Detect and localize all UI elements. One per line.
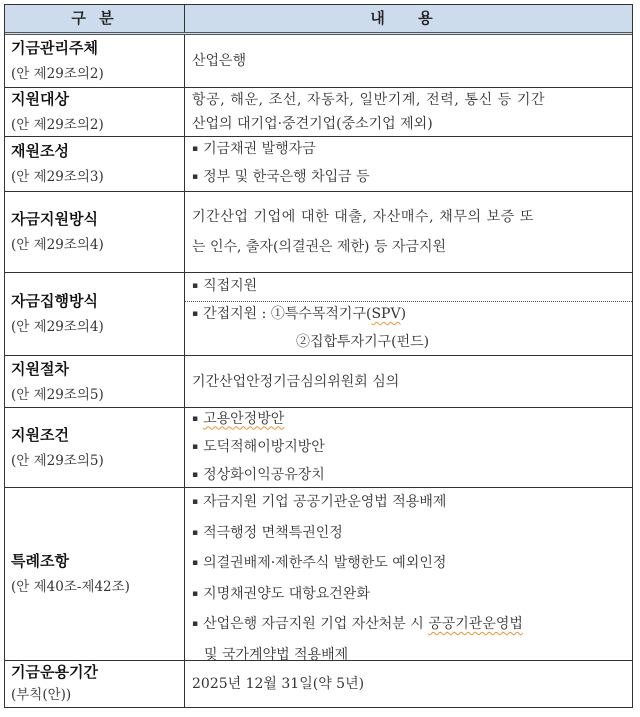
row-title: 기금관리주체 — [11, 39, 98, 57]
row-ref: (안 제40조-제42조) — [11, 579, 130, 595]
row-title: 지원대상 — [11, 90, 69, 108]
bullet-item: ▪ 의결권배제·제한주식 발행한도 예외인정 — [192, 549, 626, 580]
header-content: 내 용 — [370, 9, 447, 27]
bullet-item: ▪ 적극행정 면책특권인정 — [192, 519, 626, 550]
indirect-spv: SPV — [371, 306, 401, 322]
bullet-continuation: 및 국가계약법 적용배제 — [204, 646, 349, 663]
bullet-item-indirect — [192, 301, 406, 329]
row-content-line: 항공, 해운, 조선, 자동차, 일반기계, 전력, 통신 등 기간 — [192, 92, 546, 108]
indirect-spv-suffix: ) — [400, 306, 407, 322]
table-row-fund-period — [5, 661, 632, 707]
table-row-support-conditions — [5, 408, 632, 488]
row-content-line: 산업의 대기업·중견기업(중소기업 제외) — [192, 116, 433, 132]
bullet-item: ▪ 정상화이익공유장치 — [192, 462, 626, 490]
bullet-text: 산업은행 자금지원 기업 자산처분 시 — [203, 616, 429, 632]
bullet-item — [192, 610, 626, 641]
bullet-item: ▪ 정부 및 한국은행 차입금 등 — [192, 164, 626, 192]
row-title: 지원절차 — [11, 359, 69, 378]
row-ref: (안 제29조의2) — [11, 66, 104, 82]
indirect-label: 간접지원 : — [203, 306, 271, 322]
table-row-special-provisions — [5, 488, 632, 661]
row-content-line: 기간산업 기업에 대한 대출, 자산매수, 채무의 보증 또 — [192, 209, 535, 225]
row-title: 자금집행방식 — [11, 292, 98, 310]
row-title: 기금운용기간 — [11, 663, 98, 681]
row-title: 재원조성 — [11, 142, 69, 160]
header-category: 구 분 — [5, 5, 185, 32]
row-title: 자금지원방식 — [11, 210, 98, 228]
row-title: 지원조건 — [11, 425, 69, 444]
bullet-item: ▪ 지명채권양도 대항요건완화 — [192, 580, 626, 611]
bullet-text: 고용안정방안 — [203, 410, 285, 427]
table-row-support-target — [5, 88, 632, 137]
table-row-funding — [5, 137, 632, 192]
row-ref: (안 제29조의2) — [11, 117, 104, 133]
bullet-text-spell: 공공기관운영법 — [428, 616, 523, 632]
bullet-item: ▪ 자금지원 기업 공공기관운영법 적용배제 — [192, 488, 626, 519]
table-header — [5, 5, 632, 35]
row-ref: (안 제29조의5) — [11, 386, 104, 403]
table-row-fund-manager — [5, 35, 632, 88]
fund-summary-table — [4, 4, 633, 708]
bullet-item: ▪ 도덕적해이방지방안 — [192, 434, 626, 462]
row-ref: (안 제29조의4) — [11, 319, 104, 335]
row-title: 특례조항 — [11, 552, 69, 570]
row-content: 산업은행 — [192, 53, 247, 69]
row-ref: (부칙(안)) — [11, 687, 72, 703]
row-content: 2025년 12월 31일(약 5년) — [192, 676, 365, 692]
table-row-execution-method — [5, 273, 632, 356]
indirect-fund: ②집합투자기구(펀드) — [296, 333, 430, 350]
row-content: 기간산업안정기금심의위원회 심의 — [192, 373, 400, 390]
row-content-line: 는 인수, 출자(의결권은 제한) 등 자금지원 — [192, 239, 447, 255]
row-ref: (안 제29조의4) — [11, 237, 104, 253]
bullet-item-direct: ▪ 직접지원 — [192, 273, 257, 301]
row-ref: (안 제29조의3) — [11, 169, 104, 185]
row-ref: (안 제29조의5) — [11, 452, 104, 469]
bullet-item: ▪ 기금채권 발행자금 — [192, 136, 626, 164]
table-row-support-method — [5, 192, 632, 273]
indirect-spv-prefix: ①특수목적기구( — [270, 306, 372, 322]
bullet-item — [192, 406, 626, 434]
table-row-support-procedure — [5, 356, 632, 408]
